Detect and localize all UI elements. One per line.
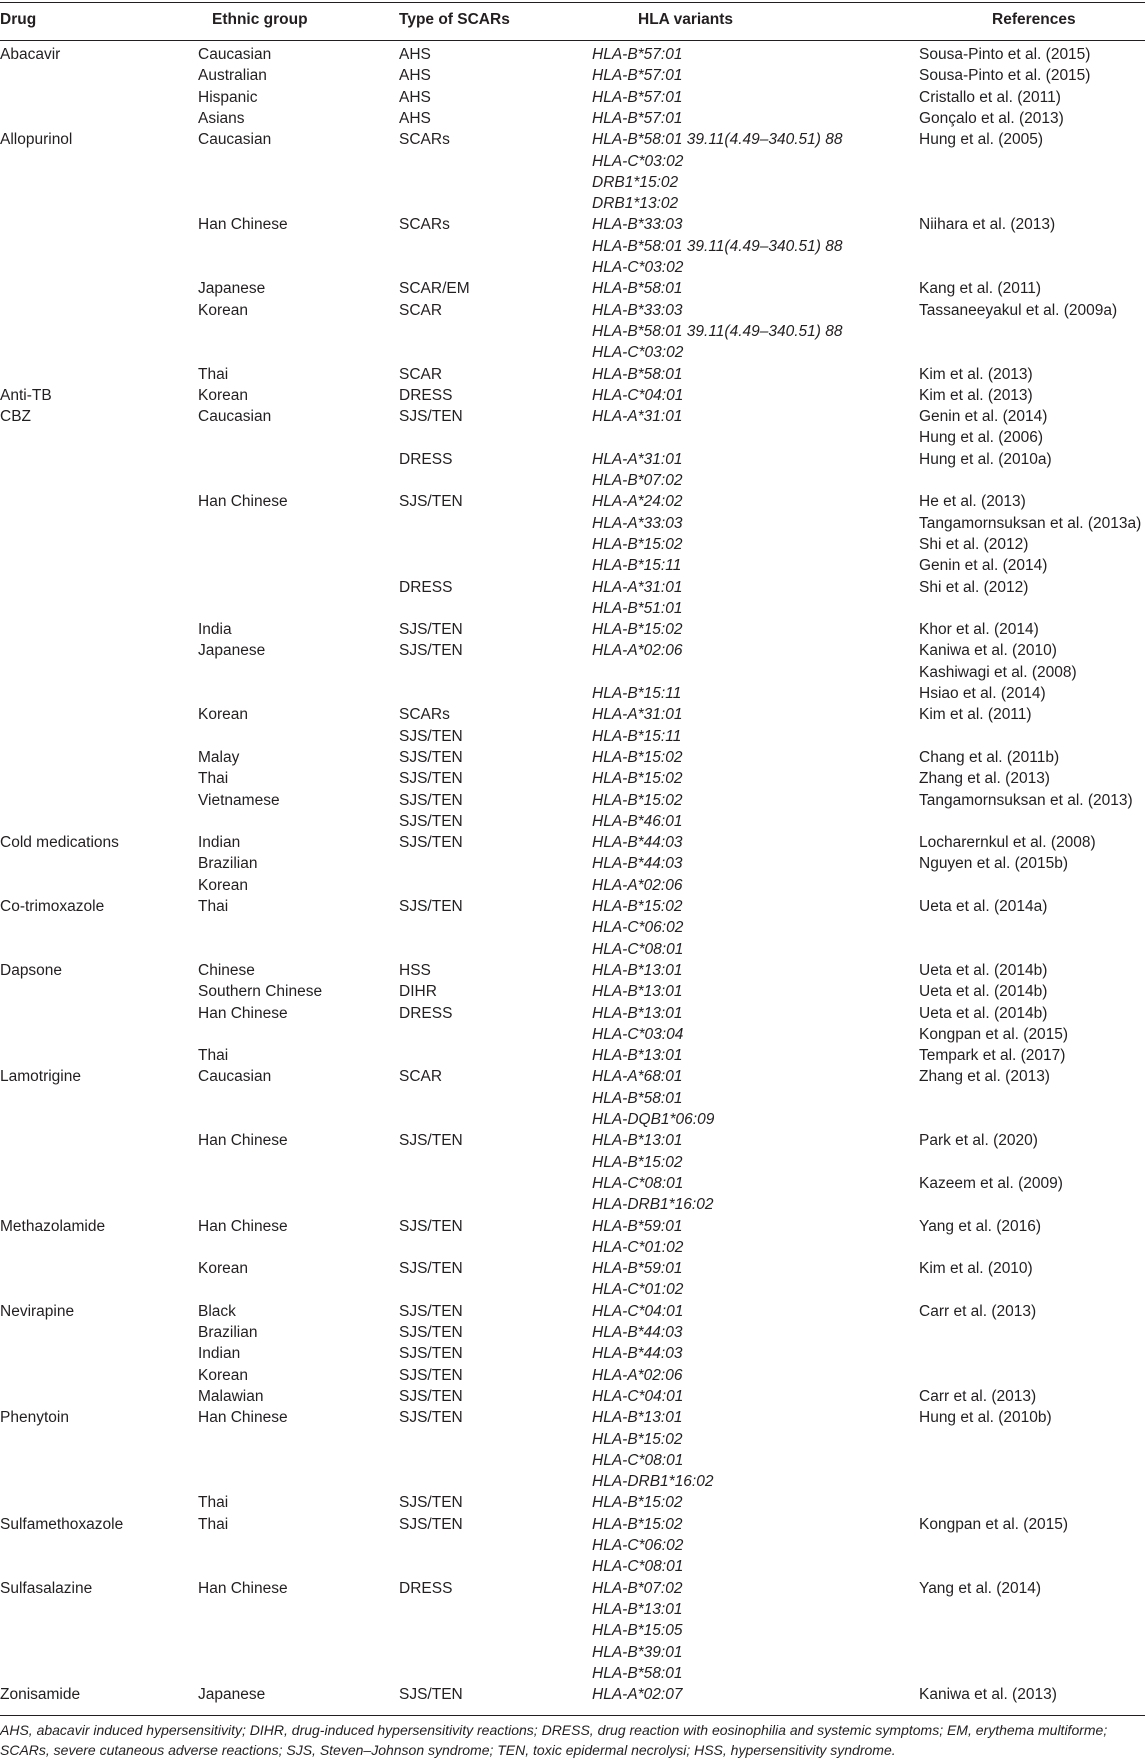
- cell-reference: Carr et al. (2013): [919, 1302, 1037, 1320]
- cell-hla-variant: HLA-A*33:03: [592, 514, 683, 532]
- cell-reference: Shi et al. (2012): [919, 535, 1029, 553]
- cell-ethnic-group: Brazilian: [198, 1324, 258, 1341]
- cell-reference: Kaniwa et al. (2010): [919, 642, 1057, 660]
- cell-ethnic-group: Korean: [198, 1260, 248, 1278]
- cell-drug: Anti-TB: [0, 386, 52, 404]
- cell-hla-variant: HLA-B*44:03: [592, 834, 683, 852]
- cell-hla-variant: HLA-B*15:02: [592, 535, 683, 553]
- header-rule: [0, 40, 1145, 41]
- cell-scar-type: HSS: [399, 961, 431, 979]
- cell-ethnic-group: Japanese: [198, 1686, 266, 1704]
- cell-ethnic-group: Indian: [198, 834, 241, 852]
- cell-scar-type: AHS: [399, 88, 431, 106]
- cell-drug: Abacavir: [0, 46, 61, 63]
- cell-hla-variant: HLA-B*13:01: [592, 1600, 683, 1618]
- cell-hla-variant: HLA-B*15:11: [592, 685, 682, 702]
- cell-ethnic-group: Malay: [198, 748, 240, 766]
- cell-drug: Cold medications: [0, 834, 119, 852]
- cell-ethnic-group: Han Chinese: [198, 1579, 288, 1597]
- cell-hla-variant: HLA-A*02:06: [592, 1366, 683, 1384]
- cell-reference: Gonçalo et al. (2013): [919, 109, 1064, 127]
- cell-reference: Shi et al. (2012): [919, 578, 1029, 596]
- cell-hla-variant: HLA-B*59:01: [592, 1260, 683, 1278]
- cell-scar-type: DRESS: [399, 386, 453, 404]
- cell-reference: Genin et al. (2014): [919, 557, 1048, 575]
- cell-hla-variant: HLA-C*08:01: [592, 1174, 684, 1192]
- cell-hla-variant: HLA-C*03:02: [592, 259, 684, 276]
- cell-scar-type: SJS/TEN: [399, 1324, 463, 1341]
- cell-hla-variant: HLA-B*15:02: [592, 791, 683, 809]
- cell-scar-type: SCARs: [399, 216, 450, 234]
- cell-ethnic-group: Japanese: [198, 280, 266, 298]
- cell-drug: Sulfamethoxazole: [0, 1515, 124, 1533]
- cell-reference: Cristallo et al. (2011): [919, 88, 1061, 106]
- cell-reference: Kim et al. (2011): [919, 706, 1032, 724]
- cell-hla-variant: HLA-B*57:01: [592, 67, 683, 85]
- cell-scar-type: SJS/TEN: [399, 1409, 463, 1427]
- cell-scar-type: DRESS: [399, 1004, 453, 1022]
- cell-hla-variant: HLA-B*15:02: [592, 1153, 683, 1171]
- cell-reference: Carr et al. (2013): [919, 1387, 1037, 1405]
- cell-hla-variant: HLA-B*39:01: [592, 1643, 683, 1661]
- cell-scar-type: SJS/TEN: [399, 770, 463, 788]
- cell-hla-variant: HLA-B*15:02: [592, 621, 683, 639]
- cell-ethnic-group: Korean: [198, 876, 248, 894]
- cell-hla-variant: HLA-B*13:01: [592, 1047, 683, 1065]
- cell-reference: Ueta et al. (2014b): [919, 983, 1048, 1001]
- cell-ethnic-group: Caucasian: [198, 1068, 272, 1086]
- cell-hla-variant: HLA-B*59:01: [592, 1217, 683, 1235]
- cell-hla-variant: HLA-B*15:02: [592, 1430, 683, 1448]
- cell-ethnic-group: Korean: [198, 1366, 248, 1384]
- cell-reference: He et al. (2013): [919, 493, 1026, 511]
- cell-hla-variant: DRB1*13:02: [592, 195, 679, 213]
- header-references: References: [992, 11, 1076, 28]
- cell-scar-type: DRESS: [399, 578, 453, 596]
- cell-reference: Park et al. (2020): [919, 1132, 1038, 1150]
- cell-hla-variant: HLA-B*58:01: [592, 1664, 683, 1682]
- cell-scar-type: SJS/TEN: [399, 408, 463, 426]
- cell-scar-type: SJS/TEN: [399, 1494, 463, 1512]
- cell-hla-variant: HLA-B*13:01: [592, 1132, 683, 1150]
- cell-hla-variant: HLA-B*15:02: [592, 770, 683, 788]
- cell-ethnic-group: Korean: [198, 706, 248, 724]
- cell-scar-type: DRESS: [399, 450, 453, 468]
- cell-ethnic-group: Han Chinese: [198, 216, 288, 234]
- cell-ethnic-group: Han Chinese: [198, 1409, 288, 1427]
- cell-ethnic-group: Southern Chinese: [198, 983, 323, 1001]
- cell-hla-variant: HLA-B*58:01: [592, 1089, 683, 1107]
- cell-hla-variant: HLA-C*01:02: [592, 1281, 684, 1299]
- cell-drug: Co-trimoxazole: [0, 898, 105, 915]
- cell-hla-variant: HLA-B*57:01: [592, 46, 683, 63]
- cell-scar-type: SJS/TEN: [399, 791, 463, 809]
- cell-hla-variant: HLA-B*57:01: [592, 88, 683, 106]
- cell-drug: Nevirapine: [0, 1302, 75, 1320]
- cell-hla-variant: HLA-B*13:01: [592, 961, 683, 979]
- cell-hla-variant: HLA-B*13:01: [592, 1409, 683, 1427]
- cell-hla-variant: HLA-B*44:03: [592, 855, 683, 873]
- cell-reference: Hsiao et al. (2014): [919, 685, 1046, 702]
- cell-ethnic-group: Thai: [198, 770, 229, 788]
- cell-ethnic-group: Thai: [198, 365, 229, 383]
- cell-scar-type: SJS/TEN: [399, 727, 463, 745]
- cell-hla-variant: HLA-A*02:07: [592, 1686, 683, 1704]
- cell-hla-variant: HLA-C*04:01: [592, 386, 684, 404]
- cell-scar-type: SCAR/EM: [399, 280, 470, 298]
- cell-ethnic-group: Thai: [198, 1494, 229, 1512]
- cell-scar-type: SJS/TEN: [399, 1366, 463, 1384]
- cell-scar-type: SJS/TEN: [399, 1515, 463, 1533]
- cell-ethnic-group: Korean: [198, 386, 248, 404]
- cell-hla-variant: HLA-C*03:04: [592, 1025, 684, 1043]
- cell-ethnic-group: Brazilian: [198, 855, 258, 873]
- cell-hla-variant: HLA-A*24:02: [592, 493, 683, 511]
- cell-scar-type: SJS/TEN: [399, 1387, 463, 1405]
- cell-hla-variant: HLA-B*15:05: [592, 1622, 683, 1640]
- cell-hla-variant: HLA-B*46:01: [592, 812, 683, 830]
- cell-scar-type: AHS: [399, 46, 431, 63]
- cell-scar-type: SJS/TEN: [399, 493, 463, 511]
- cell-hla-variant: DRB1*15:02: [592, 173, 679, 191]
- cell-reference: Hung et al. (2010b): [919, 1409, 1052, 1427]
- cell-hla-variant: HLA-C*06:02: [592, 919, 684, 937]
- cell-ethnic-group: Korean: [198, 301, 248, 319]
- cell-ethnic-group: Japanese: [198, 642, 266, 660]
- cell-scar-type: DRESS: [399, 1579, 453, 1597]
- cell-ethnic-group: Black: [198, 1302, 236, 1320]
- cell-scar-type: AHS: [399, 67, 431, 85]
- cell-hla-variant: HLA-C*01:02: [592, 1238, 684, 1256]
- cell-ethnic-group: Hispanic: [198, 88, 258, 106]
- table-header: [0, 0, 1145, 40]
- cell-hla-variant: HLA-B*57:01: [592, 109, 683, 127]
- cell-ethnic-group: Caucasian: [198, 131, 272, 149]
- cell-scar-type: SJS/TEN: [399, 1217, 463, 1235]
- cell-hla-variant: HLA-C*04:01: [592, 1302, 684, 1320]
- cell-ethnic-group: India: [198, 621, 232, 639]
- cell-ethnic-group: Indian: [198, 1345, 241, 1363]
- cell-scar-type: SJS/TEN: [399, 1260, 463, 1278]
- header-scar-type: Type of SCARs: [399, 11, 510, 28]
- cell-hla-variant: HLA-B*44:03: [592, 1345, 683, 1363]
- cell-hla-variant: HLA-DRB1*16:02: [592, 1473, 714, 1491]
- cell-hla-variant: HLA-B*15:02: [592, 898, 683, 915]
- cell-ethnic-group: Caucasian: [198, 46, 272, 63]
- cell-hla-variant: HLA-B*44:03: [592, 1324, 683, 1341]
- cell-ethnic-group: Thai: [198, 1047, 229, 1065]
- cell-reference: Kim et al. (2013): [919, 386, 1033, 404]
- cell-reference: Tangamornsuksan et al. (2013a): [919, 514, 1142, 532]
- cell-scar-type: SJS/TEN: [399, 621, 463, 639]
- cell-hla-variant: HLA-C*08:01: [592, 1451, 684, 1469]
- cell-scar-type: SCAR: [399, 1068, 443, 1086]
- cell-reference: Kim et al. (2013): [919, 365, 1033, 383]
- cell-reference: Hung et al. (2010a): [919, 450, 1052, 468]
- cell-scar-type: SCAR: [399, 365, 443, 383]
- cell-hla-variant: HLA-A*02:06: [592, 876, 683, 894]
- cell-reference: Hung et al. (2005): [919, 131, 1044, 149]
- table-footnote: AHS, abacavir induced hypersensitivity; DIHR, drug-induced hypersensitivity reactions; DRESS, drug reaction with eosinophilia and systemic symptoms; EM, erythema multiforme; SCARs, severe cutaneous adverse reactions; SJS, Steven–Johnson syndrome; TEN, toxic epidermal necrolysi; HSS, hypersensitivity syndrome.: [0, 1722, 1108, 1758]
- cell-ethnic-group: Han Chinese: [198, 1004, 288, 1022]
- cell-reference: Kashiwagi et al. (2008): [919, 663, 1077, 681]
- cell-hla-variant: HLA-B*33:03: [592, 216, 683, 234]
- cell-reference: Khor et al. (2014): [919, 621, 1039, 639]
- cell-scar-type: SJS/TEN: [399, 898, 463, 915]
- cell-hla-variant: HLA-A*68:01: [592, 1068, 683, 1086]
- cell-reference: Tassaneeyakul et al. (2009a): [919, 301, 1118, 319]
- cell-hla-variant: HLA-C*03:02: [592, 344, 684, 362]
- cell-drug: CBZ: [0, 408, 31, 426]
- cell-drug: Lamotrigine: [0, 1068, 81, 1086]
- cell-reference: Tempark et al. (2017): [919, 1047, 1066, 1065]
- cell-hla-variant: HLA-C*03:02: [592, 152, 684, 170]
- header-drug: Drug: [0, 11, 37, 28]
- cell-reference: Sousa-Pinto et al. (2015): [919, 67, 1091, 85]
- cell-hla-variant: HLA-DQB1*06:09: [592, 1111, 715, 1128]
- cell-hla-variant: HLA-B*51:01: [592, 599, 683, 617]
- cell-ethnic-group: Vietnamese: [198, 791, 280, 809]
- cell-reference: Hung et al. (2006): [919, 429, 1044, 447]
- cell-reference: Kongpan et al. (2015): [919, 1025, 1069, 1043]
- cell-hla-variant: HLA-B*58:01: [592, 280, 683, 298]
- cell-hla-variant: HLA-B*07:02: [592, 1579, 683, 1597]
- cell-drug: Sulfasalazine: [0, 1579, 93, 1597]
- cell-ethnic-group: Chinese: [198, 961, 255, 979]
- cell-reference: Zhang et al. (2013): [919, 770, 1050, 788]
- cell-drug: Methazolamide: [0, 1217, 106, 1235]
- cell-hla-variant: HLA-A*31:01: [592, 450, 683, 468]
- cell-hla-variant: HLA-B*33:03: [592, 301, 683, 319]
- cell-hla-variant: HLA-B*15:02: [592, 1494, 683, 1512]
- header-ethnic-group: Ethnic group: [212, 11, 308, 28]
- cell-hla-variant: HLA-B*15:11: [592, 557, 682, 575]
- cell-hla-variant: HLA-B*15:02: [592, 1515, 683, 1533]
- cell-ethnic-group: Han Chinese: [198, 493, 288, 511]
- cell-reference: Ueta et al. (2014a): [919, 898, 1048, 915]
- cell-reference: Ueta et al. (2014b): [919, 961, 1048, 979]
- cell-hla-variant: HLA-A*31:01: [592, 706, 683, 724]
- cell-reference: Kazeem et al. (2009): [919, 1174, 1063, 1192]
- cell-reference: Locharernkul et al. (2008): [919, 834, 1096, 852]
- cell-hla-variant: HLA-B*58:01 39.11(4.49–340.51) 88: [592, 322, 843, 340]
- cell-reference: Zhang et al. (2013): [919, 1068, 1050, 1086]
- cell-reference: Kaniwa et al. (2013): [919, 1686, 1057, 1704]
- cell-reference: Kongpan et al. (2015): [919, 1515, 1069, 1533]
- cell-reference: Tangamornsuksan et al. (2013): [919, 791, 1133, 809]
- cell-scar-type: SJS/TEN: [399, 1302, 463, 1320]
- cell-hla-variant: HLA-B*58:01: [592, 365, 683, 383]
- cell-reference: Kim et al. (2010): [919, 1260, 1033, 1278]
- cell-hla-variant: HLA-B*07:02: [592, 472, 683, 489]
- cell-ethnic-group: Caucasian: [198, 408, 272, 426]
- cell-reference: Genin et al. (2014): [919, 408, 1048, 426]
- cell-hla-variant: HLA-A*02:06: [592, 642, 683, 660]
- cell-reference: Yang et al. (2016): [919, 1217, 1042, 1235]
- cell-reference: Sousa-Pinto et al. (2015): [919, 46, 1091, 63]
- cell-hla-variant: HLA-C*06:02: [592, 1537, 684, 1554]
- cell-hla-variant: HLA-C*04:01: [592, 1387, 684, 1405]
- cell-hla-variant: HLA-B*13:01: [592, 1004, 683, 1022]
- cell-hla-variant: HLA-C*08:01: [592, 1558, 684, 1576]
- cell-reference: Nguyen et al. (2015b): [919, 855, 1069, 873]
- cell-hla-variant: HLA-A*31:01: [592, 578, 683, 596]
- cell-hla-variant: HLA-B*13:01: [592, 983, 683, 1001]
- cell-reference: Ueta et al. (2014b): [919, 1004, 1048, 1022]
- cell-drug: Phenytoin: [0, 1409, 69, 1427]
- cell-drug: Allopurinol: [0, 131, 73, 149]
- cell-scar-type: SCARs: [399, 131, 450, 149]
- cell-scar-type: SJS/TEN: [399, 1132, 463, 1150]
- cell-ethnic-group: Thai: [198, 898, 229, 915]
- cell-hla-variant: HLA-B*15:02: [592, 748, 683, 766]
- cell-hla-variant: HLA-B*58:01 39.11(4.49–340.51) 88: [592, 131, 843, 149]
- cell-scar-type: SJS/TEN: [399, 748, 463, 766]
- cell-hla-variant: HLA-B*58:01 39.11(4.49–340.51) 88: [592, 237, 843, 255]
- cell-ethnic-group: Asians: [198, 109, 245, 127]
- cell-ethnic-group: Han Chinese: [198, 1132, 288, 1150]
- header-hla-variants: HLA variants: [638, 11, 734, 28]
- cell-hla-variant: HLA-A*31:01: [592, 408, 683, 426]
- table-bottom-rule: [0, 1715, 1145, 1716]
- cell-hla-variant: HLA-DRB1*16:02: [592, 1196, 714, 1214]
- cell-scar-type: SJS/TEN: [399, 834, 463, 852]
- cell-scar-type: SCAR: [399, 301, 443, 319]
- cell-ethnic-group: Malawian: [198, 1387, 264, 1405]
- cell-scar-type: SJS/TEN: [399, 1686, 463, 1704]
- cell-reference: Yang et al. (2014): [919, 1579, 1042, 1597]
- cell-scar-type: SJS/TEN: [399, 812, 463, 830]
- cell-scar-type: SJS/TEN: [399, 642, 463, 660]
- cell-ethnic-group: Han Chinese: [198, 1217, 288, 1235]
- cell-scar-type: AHS: [399, 109, 431, 127]
- cell-reference: Chang et al. (2011b): [919, 748, 1060, 766]
- cell-hla-variant: HLA-B*15:11: [592, 727, 682, 745]
- cell-scar-type: DIHR: [399, 983, 437, 1001]
- cell-ethnic-group: Australian: [198, 67, 267, 85]
- cell-reference: Niihara et al. (2013): [919, 216, 1056, 234]
- cell-drug: Zonisamide: [0, 1686, 81, 1704]
- cell-scar-type: SJS/TEN: [399, 1345, 463, 1363]
- cell-ethnic-group: Thai: [198, 1515, 229, 1533]
- cell-reference: Kang et al. (2011): [919, 280, 1042, 298]
- cell-drug: Dapsone: [0, 961, 63, 979]
- cell-scar-type: SCARs: [399, 706, 450, 724]
- cell-hla-variant: HLA-C*08:01: [592, 940, 684, 958]
